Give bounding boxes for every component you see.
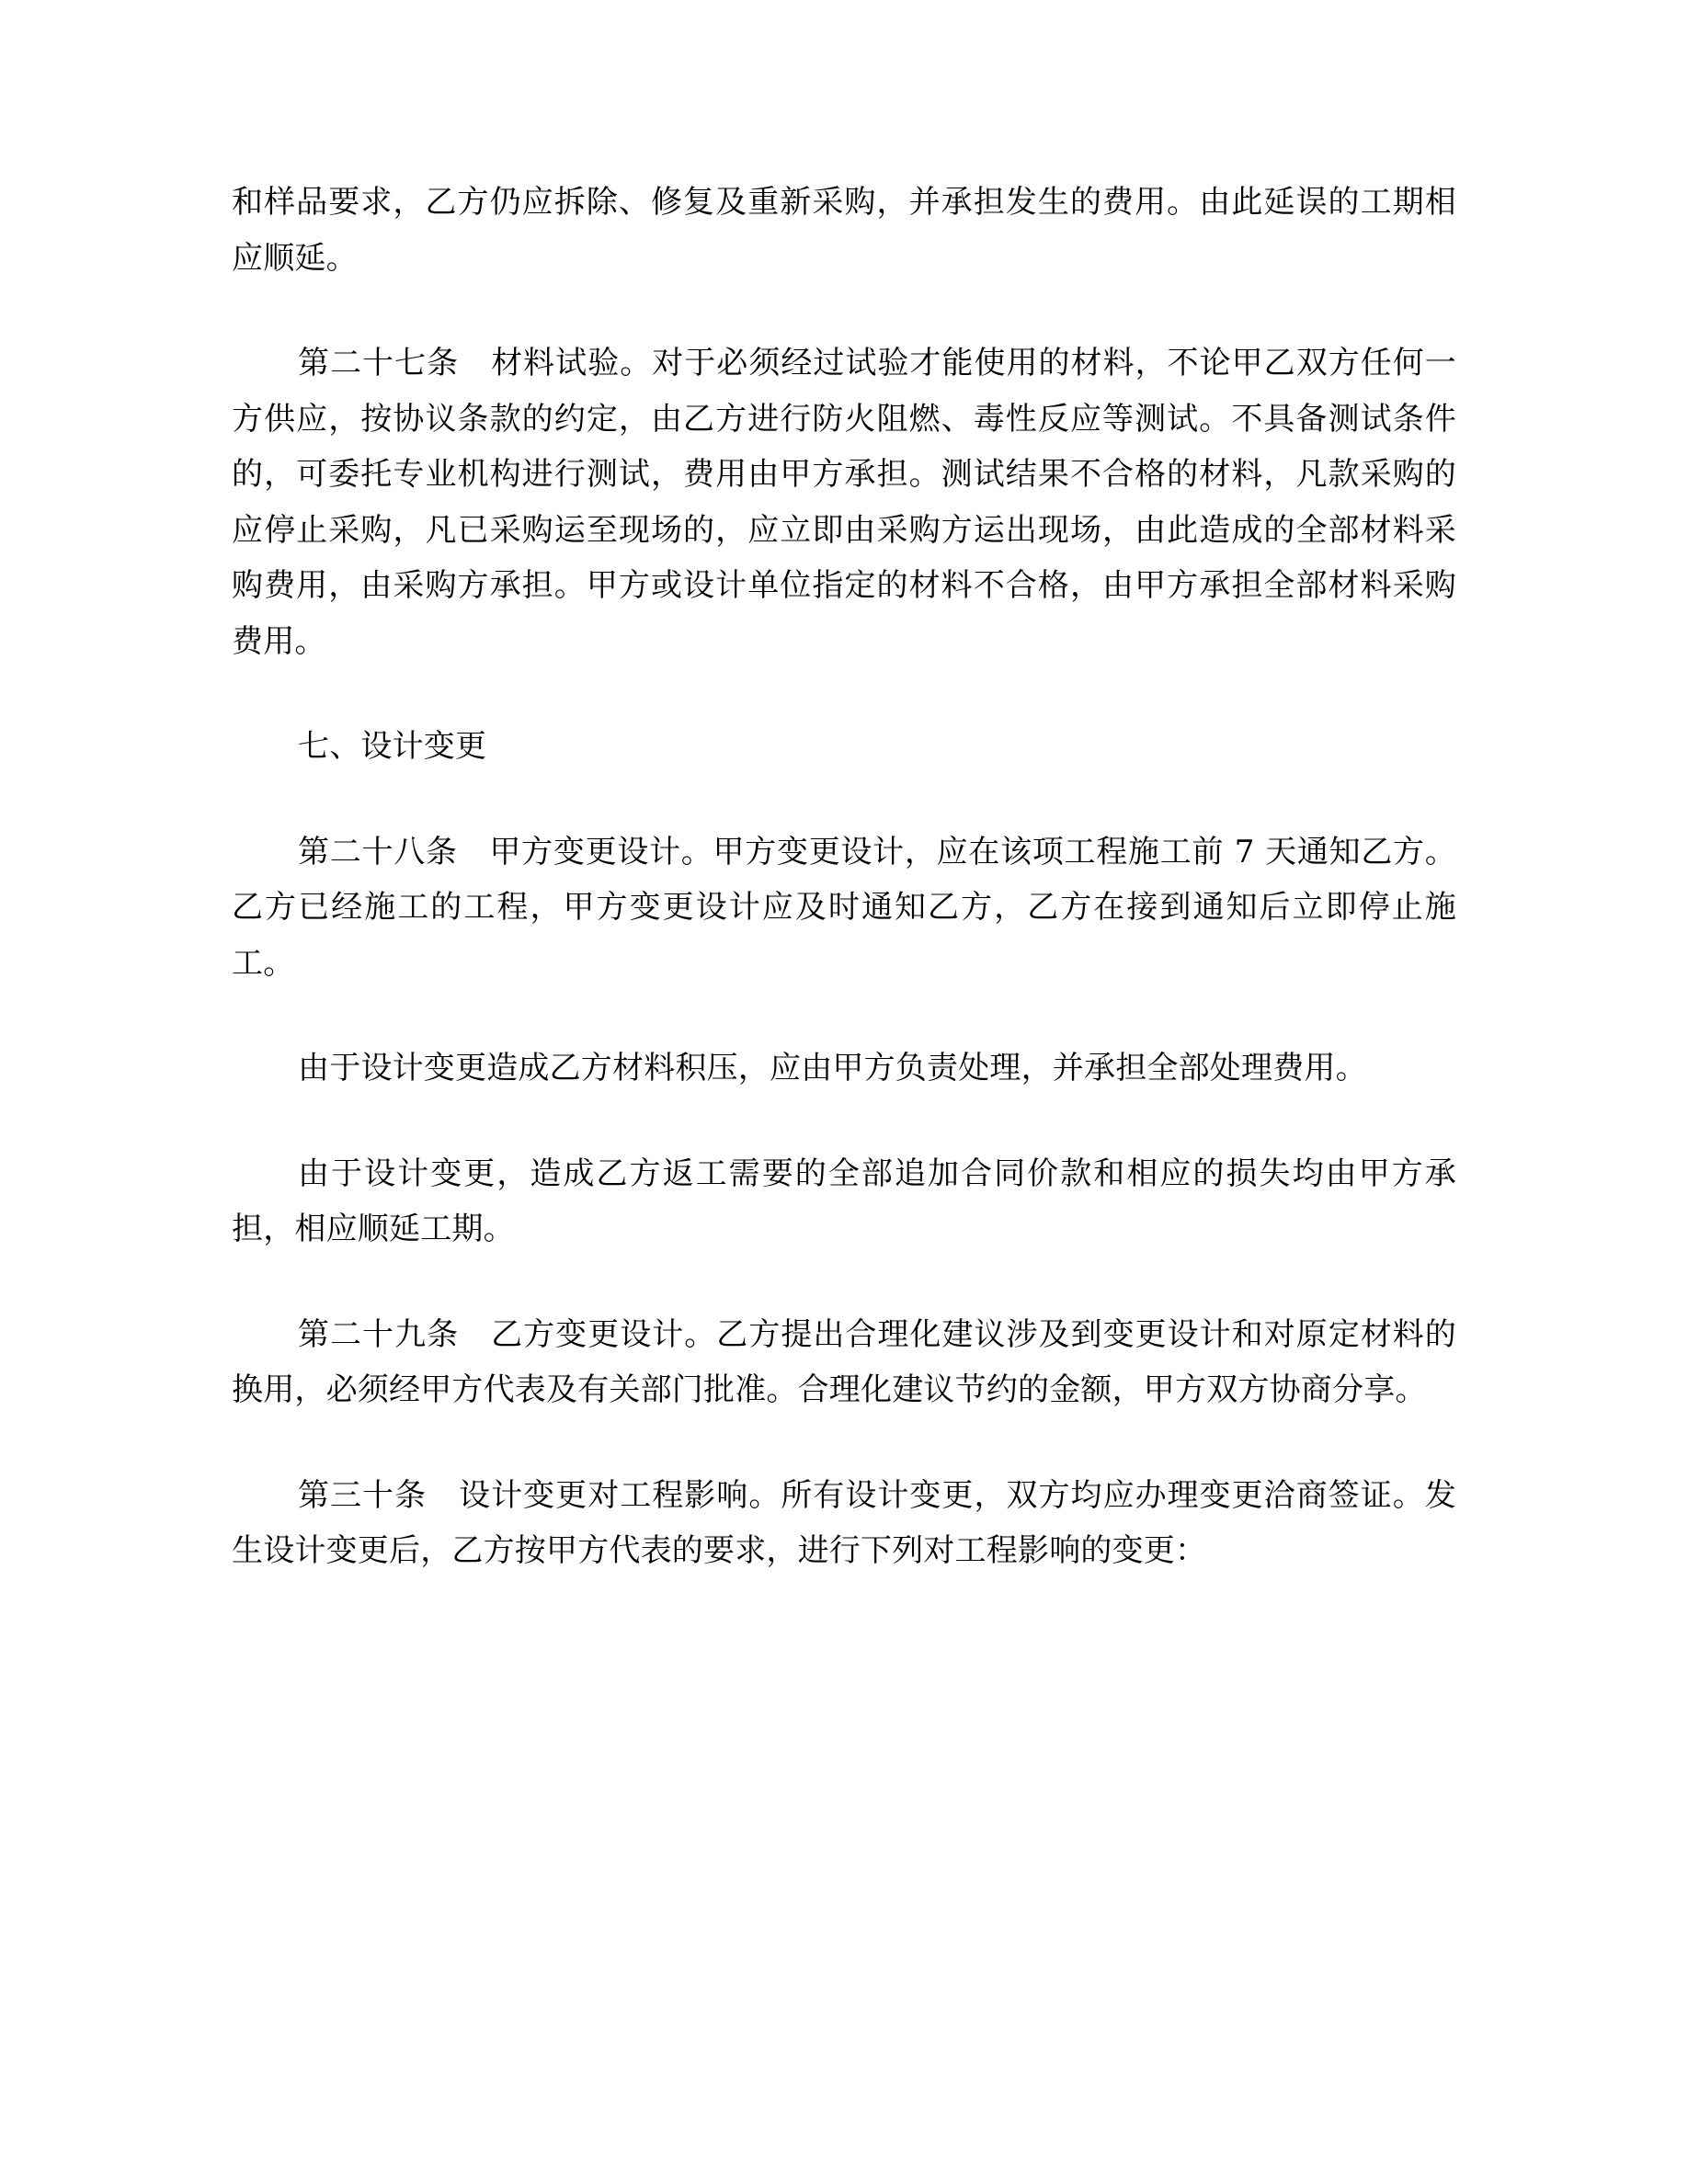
heading-section-7-design-change: 七、设计变更 xyxy=(298,728,487,766)
paragraph-spacer xyxy=(232,991,1456,1041)
paragraph-spacer xyxy=(232,286,1456,336)
paragraph-article-28-party-a-design-change: 第二十八条 甲方变更设计。甲方变更设计，应在该项工程施工前 7 天通知乙方。乙方已经施工的工程，甲方变更设计应及时通知乙方，乙方在接到通知后立即停止施工。 xyxy=(232,833,1456,982)
paragraph-article-29-party-b-design-change: 第二十九条 乙方变更设计。乙方提出合理化建议涉及到变更设计和对原定材料的换用，必须经甲方代表及有关部门批准。合理化建议节约的金额，甲方双方协商分享。 xyxy=(232,1315,1456,1409)
paragraph-spacer xyxy=(232,775,1456,825)
paragraph-rework-cost-extension: 由于设计变更，造成乙方返工需要的全部追加合同价款和相应的损失均由甲方承担，相应顺延工期。 xyxy=(232,1155,1456,1248)
paragraph-spacer xyxy=(232,669,1456,719)
paragraph-spacer xyxy=(232,1257,1456,1307)
document-body xyxy=(232,175,1456,1579)
paragraph-material-overstock-handling: 由于设计变更造成乙方材料积压，应由甲方负责处理，并承担全部处理费用。 xyxy=(298,1050,1367,1087)
paragraph-continuation-sample-requirement: 和样品要求，乙方仍应拆除、修复及重新采购，并承担发生的费用。由此延误的工期相应顺延。 xyxy=(232,184,1456,277)
paragraph-article-30-impact-on-project: 第三十条 设计变更对工程影响。所有设计变更，双方均应办理变更洽商签证。发生设计变更后，乙方按甲方代表的要求，进行下列对工程影响的变更： xyxy=(232,1476,1456,1570)
paragraph-article-27-material-testing: 第二十七条 材料试验。对于必须经过试验才能使用的材料，不论甲乙双方任何一方供应，按协议条款的约定，由乙方进行防火阻燃、毒性反应等测试。不具备测试条件的，可委托专业机构进行测试，费用由甲方承担。测试结果不合格的材料，凡款采购的应停止采购，凡已采购运至现场的，应立即由采购方运出现场，由此造成的全部材料采购费用，由采购方承担。甲方或设计单位指定的材料不合格，由甲方承担全部材料采购费用。 xyxy=(232,345,1456,660)
paragraph-spacer xyxy=(232,1418,1456,1468)
paragraph-spacer xyxy=(232,1097,1456,1146)
